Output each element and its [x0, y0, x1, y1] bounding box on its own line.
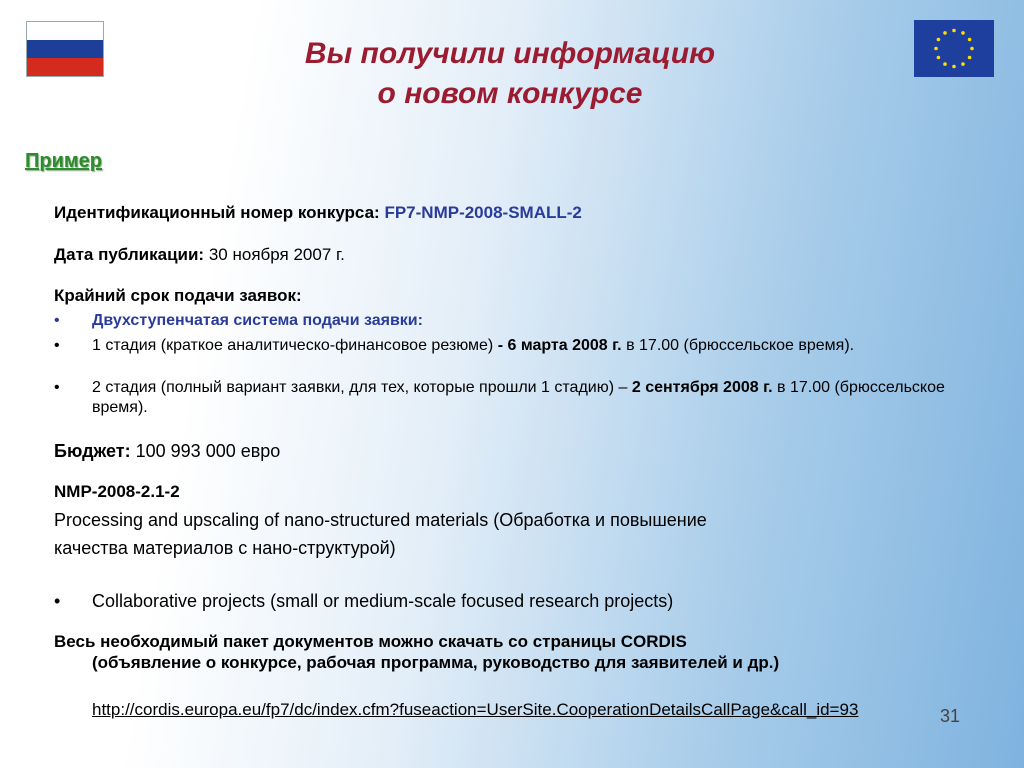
bullet-2: •: [54, 337, 60, 354]
collab-text: Collaborative projects (small or medium-scale focused research projects): [92, 591, 674, 611]
eu-star-icon: [934, 47, 938, 51]
topic-code: NMP-2008-2.1-2: [54, 482, 180, 501]
eu-star-icon: [952, 65, 956, 69]
budget-line: [54, 441, 280, 462]
page-number: 31: [940, 706, 961, 726]
budget-value: 100 993 000 евро: [135, 441, 281, 461]
deadline-item-3-post: в 17.00 (брюссельское время).: [92, 379, 945, 416]
bullet-3: •: [54, 379, 60, 396]
publication-line: [54, 245, 345, 265]
deadline-item-1: Двухступенчатая система подачи заявки:: [92, 312, 423, 329]
package-line-1: Весь необходимый пакет документов можно скачать со страницы CORDIS: [54, 632, 687, 651]
eu-star-icon: [952, 29, 956, 33]
eu-star-icon: [943, 31, 947, 35]
bullet-1: •: [54, 312, 60, 329]
deadline-item-3-date: 2 сентября 2008 г.: [631, 379, 773, 396]
example-label: Пример: [25, 150, 103, 172]
eu-star-icon: [961, 31, 965, 35]
cordis-link[interactable]: http://cordis.europa.eu/fp7/dc/index.cfm?fuseaction=UserSite.CooperationDetailsCallPage&call_id=93: [92, 700, 859, 719]
budget-label: Бюджет:: [54, 441, 131, 461]
eu-flag: [914, 20, 994, 77]
package-rest: (объявление о конкурсе, рабочая программа, руководство для заявителей и др.): [92, 653, 780, 672]
russia-flag: [26, 21, 104, 77]
publication-value: 30 ноября 2007 г.: [208, 245, 345, 264]
deadline-item-2-pre: 1 стадия (краткое аналитическо-финансовое резюме): [92, 337, 494, 354]
deadline-item-2: [92, 336, 972, 356]
title-line-1: Вы получили информацию: [304, 37, 716, 70]
call-id-value: FP7-NMP-2008-SMALL-2: [384, 203, 582, 222]
eu-star-icon: [968, 56, 972, 60]
topic-line-2: качества материалов с нано-структурой): [54, 538, 396, 558]
slide-title: [210, 34, 810, 114]
bullet-4: •: [54, 591, 61, 611]
eu-star-icon: [961, 62, 965, 66]
call-id-label: Идентификационный номер конкурса:: [54, 203, 380, 222]
title-line-2: о новом конкурсе: [377, 77, 643, 110]
deadline-item-2-date: - 6 марта 2008 г.: [493, 337, 622, 354]
eu-star-icon: [970, 47, 974, 51]
package-text: [54, 631, 984, 673]
publication-label: Дата публикации:: [54, 245, 205, 264]
deadline-heading: Крайний срок подачи заявок:: [54, 286, 302, 305]
deadline-item-2-post: в 17.00 (брюссельское время).: [621, 337, 855, 354]
deadline-item-3: [92, 378, 972, 418]
eu-star-icon: [968, 38, 972, 42]
call-id-line: [54, 203, 582, 223]
eu-star-icon: [943, 62, 947, 66]
eu-star-icon: [937, 38, 941, 42]
deadline-item-3-pre: 2 стадия (полный вариант заявки, для тех, которые прошли 1 стадию) –: [92, 379, 632, 396]
topic-line-1: Processing and upscaling of nano-structured materials (Обработка и повышение: [54, 510, 707, 530]
eu-star-icon: [937, 56, 941, 60]
